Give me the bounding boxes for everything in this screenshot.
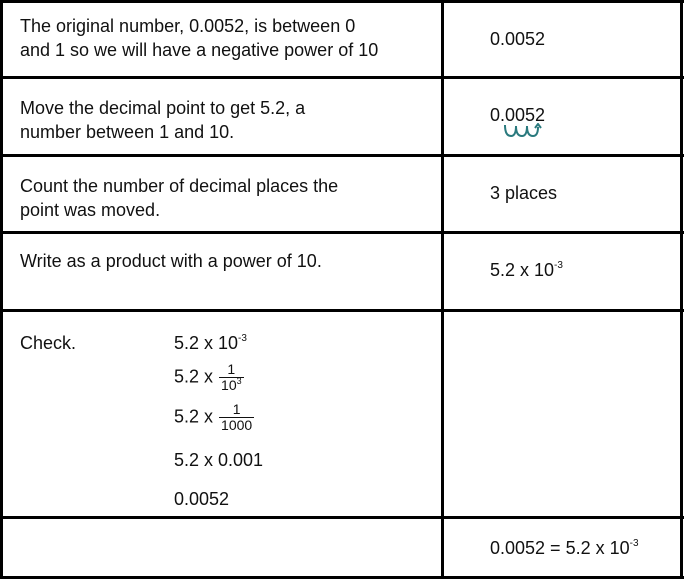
row5-check-label: Check. (20, 333, 77, 353)
row-divider (0, 154, 684, 157)
table-border-left (0, 0, 3, 579)
row3-value: 3 places (490, 183, 558, 203)
row6-conclusion (490, 536, 680, 560)
numerator: 1 (219, 402, 254, 418)
den-base: 10 (221, 377, 237, 393)
table-border-top (0, 0, 684, 3)
check-step-1 (174, 331, 247, 355)
check-step-3 (174, 402, 254, 433)
row3-explanation (20, 174, 440, 222)
prefix: 5.2 x (174, 406, 214, 427)
table-border-right (680, 0, 683, 579)
den-exponent: 3 (236, 376, 242, 386)
column-divider (441, 0, 444, 579)
exponent: -3 (238, 333, 247, 344)
check-step-2 (174, 362, 244, 393)
text-line: point was moved. (20, 200, 161, 220)
check-step-5: 0.0052 (174, 489, 230, 509)
base: 0.0052 = 5.2 x 10 (490, 538, 630, 558)
fraction (219, 362, 244, 393)
decimal-hop-arrows-icon (503, 123, 543, 139)
row-divider (0, 231, 684, 234)
check-step-4: 5.2 x 0.001 (174, 450, 264, 470)
denominator: 1000 (221, 417, 253, 433)
text-line: The original number, 0.0052, is between 0 (20, 16, 356, 36)
row1-value: 0.0052 (490, 29, 546, 49)
base: 5.2 x 10 (174, 333, 239, 353)
exponent: -3 (554, 260, 563, 271)
row1-explanation (20, 14, 440, 62)
numerator: 1 (219, 362, 244, 378)
fraction (219, 402, 254, 433)
text-line: Move the decimal point to get 5.2, a (20, 98, 306, 118)
base: 5.2 x 10 (490, 260, 555, 280)
row2-explanation (20, 96, 440, 144)
row4-value (490, 258, 680, 282)
denominator (219, 378, 244, 393)
prefix: 5.2 x (174, 366, 214, 387)
text-line: and 1 so we will have a negative power of 10 (20, 40, 379, 60)
row-divider (0, 76, 684, 79)
text-line: Count the number of decimal places the (20, 176, 339, 196)
text-line: number between 1 and 10. (20, 122, 235, 142)
row-divider (0, 309, 684, 312)
row2-value: 0.0052 (490, 105, 546, 125)
row-divider (0, 516, 684, 519)
row4-explanation: Write as a product with a power of 10. (20, 251, 322, 271)
exponent: -3 (629, 538, 639, 549)
